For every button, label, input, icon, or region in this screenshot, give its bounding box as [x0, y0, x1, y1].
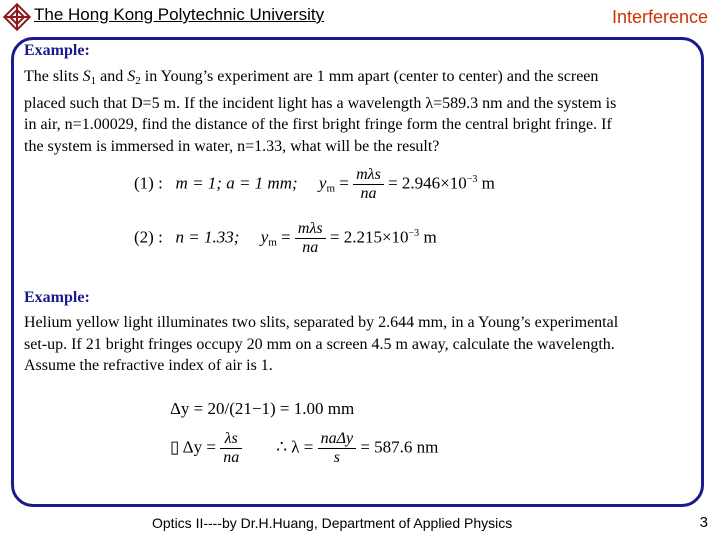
- example2-line3: Assume the refractive index of air is 1.: [24, 357, 273, 374]
- example2-heading: Example:: [24, 289, 90, 306]
- example1-line4: the system is immersed in water, n=1.33, what will be the result?: [24, 137, 440, 155]
- footer-credit: Optics II----by Dr.H.Huang, Department of Applied Physics: [152, 515, 513, 531]
- eq2-fraction: $\frac{\text{mλs}}{na}$: [295, 220, 326, 257]
- eq2-given: n = 1.33;: [175, 227, 240, 247]
- eq1-label: (1) :: [134, 173, 163, 193]
- eq2-result: = 2.215×10: [329, 227, 409, 247]
- example1-problem: [24, 66, 696, 157]
- eq1-result: = 2.946×10: [388, 173, 467, 193]
- example2-line1: Helium yellow light illuminates two slits, separated by 2.644 mm, in a Young’s experimental: [24, 314, 619, 331]
- eq1-sub: m: [326, 182, 336, 195]
- example2-line2: set-up. If 21 bright fringes occupy 20 mm on a screen 4.5 m away, calculate the wavelength.: [24, 335, 615, 353]
- example1-line3: in air, n=1.00029, find the distance of the first bright fringe form the central bright fringe. If: [24, 116, 612, 133]
- page-number: 3: [699, 514, 708, 531]
- eq-wavelength-result: = 587.6 nm: [360, 437, 439, 457]
- example1-line1: The slits $S_1$ and $S_2$ in Young’s experiment are 1 mm apart (center to center) and the screen: [24, 68, 599, 87]
- example2-problem: [24, 312, 696, 377]
- university-title: The Hong Kong Polytechnic University: [34, 5, 325, 24]
- eq1-unit: m: [481, 173, 495, 193]
- eq-fringe-fraction: $\frac{\lambda s}{na}$: [220, 430, 242, 467]
- example1-equation-1: (1) : m = 1; a = 1 mm; $y_m$ = $\frac{\text{mλs}}{na}$ = $2.946\times 10^{-3}$ m: [134, 166, 495, 202]
- eq2-unit: m: [423, 227, 437, 247]
- eq-wavelength-fraction: $\frac{\text{naΔy}}{s}$: [318, 430, 357, 467]
- example1-line2: placed such that D=5 m. If the incident light has a wavelength λ=589.3 nm and the system is: [24, 94, 617, 112]
- slide-topic: Interference: [611, 7, 708, 27]
- eq2-sub: m: [268, 236, 277, 249]
- example1-heading: Example:: [24, 42, 90, 59]
- eq1-lhs: y: [318, 173, 327, 193]
- eq1-given: m = 1; a = 1 mm;: [175, 173, 298, 193]
- example2-equation-1: Δy = 20/(21−1) = 1.00 mm: [170, 399, 355, 418]
- eq2-lhs: y: [260, 227, 269, 247]
- example1-equation-2: (2) : n = 1.33; $y_m$ = $\frac{\text{mλs}}{na}$ = $2.215\times 10^{-3}$ m: [134, 220, 437, 256]
- eq1-fraction: $\frac{\text{mλs}}{na}$: [353, 166, 384, 203]
- eq-fringe-spacing: ▯ Δy =: [170, 437, 216, 457]
- eq-wavelength: ∴ λ =: [276, 437, 314, 457]
- eq2-label: (2) :: [134, 227, 163, 247]
- example2-equation-2: [170, 430, 438, 467]
- university-logo: [2, 2, 32, 32]
